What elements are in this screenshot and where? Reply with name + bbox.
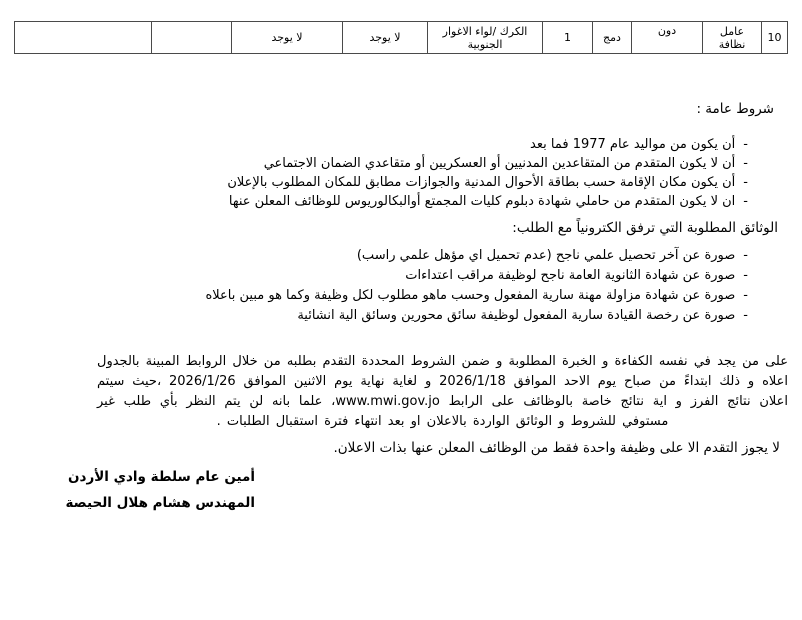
empty-cell-2	[15, 22, 152, 54]
list-item-text: أن يكون مكان الإقامة حسب بطاقة الأحوال المدنية والجوازات مطابق للمكان المطلوب بالإعلان	[227, 175, 736, 190]
list-item	[14, 173, 748, 192]
requirement-cell-1: لا يوجد	[343, 22, 428, 54]
general-conditions-heading: شروط عامة :	[696, 101, 774, 117]
table-row	[15, 22, 788, 54]
list-item-text: ان لا يكون المتقدم من حاملي شهادة دبلوم كليات المجمتع أوالبكالوريوس للوظائف المعلن عنها	[228, 194, 736, 209]
competition-type-cell: دمج	[593, 22, 632, 54]
list-item	[14, 192, 748, 211]
dash-marker: -	[743, 156, 748, 171]
list-item	[14, 306, 748, 326]
dash-marker: -	[743, 268, 748, 283]
requirement-cell-2: لا يوجد	[232, 22, 343, 54]
application-instructions-paragraph: على من يجد في نفسه الكفاءة و الخبرة المطلوبة و ضمن الشروط المحددة التقدم بطلبه من خلال الروابط المبينة بالجدول اعلاه و ذلك ابتداءً من صباح يوم الاحد الموافق 2026/1/18 و لغاية نهاية يوم الاثنين الموافق 2026/1/26 ،حيث سيتم اعلان نتائج الفرز و اية نتائج خاصة بالوظائف على الرابط www.mwi.gov.jo، علما بانه لن يتم النظر بأي طلب غير مستوفي للشروط و الوثائق الواردة بالاعلان او بعد انتهاء فترة استقبال الطلبات .	[97, 354, 789, 429]
list-item-text: صورة عن رخصة القيادة سارية المفعول لوظيفة سائق محورين وسائق الية انشائية	[297, 308, 736, 323]
signature-title: أمين عام سلطة وادي الأردن	[68, 469, 255, 485]
document-page	[0, 21, 802, 620]
dash-marker: -	[743, 288, 748, 303]
empty-cell-1	[152, 22, 232, 54]
vacancies-count-cell: 1	[543, 22, 593, 54]
dash-marker: -	[743, 308, 748, 323]
qualification-cell: دون	[632, 22, 703, 54]
list-item	[14, 246, 748, 266]
general-conditions-list	[14, 135, 788, 211]
signature-name: المهندس هشام هلال الحيصة	[65, 495, 255, 511]
dash-marker: -	[743, 248, 748, 263]
list-item-text: صورة عن آخر تحصيل علمي ناجح (عدم تحميل اي مؤهل علمي راسب)	[356, 248, 736, 263]
single-application-note: لا يجوز التقدم الا على وظيفة واحدة فقط من الوظائف المعلن عنها بذات الاعلان.	[333, 440, 780, 456]
dash-marker: -	[743, 137, 748, 152]
list-item	[14, 266, 748, 286]
dash-marker: -	[743, 175, 748, 190]
list-item-text: صورة عن شهادة مزاولة مهنة سارية المفعول وحسب ماهو مطلوب لكل وظيفة وكما هو مبين باعلاه	[205, 288, 736, 303]
job-title-cell: عامل نظافة	[703, 22, 762, 54]
list-item-text: أن لا يكون المتقدم من المتقاعدين المدنيين أو العسكريين أو متقاعدي الضمان الاجتماعي	[263, 156, 736, 171]
required-documents-list	[14, 246, 788, 326]
signature-block	[14, 464, 255, 516]
dash-marker: -	[743, 194, 748, 209]
document-body	[0, 100, 802, 516]
job-number-cell: 10	[762, 22, 788, 54]
jobs-table	[14, 21, 788, 54]
list-item	[14, 154, 748, 173]
required-documents-heading: الوثائق المطلوبة التي ترفق الكترونياً مع الطلب:	[512, 220, 778, 236]
list-item-text: أن يكون من مواليد عام 1977 فما بعد	[530, 137, 736, 152]
list-item	[14, 286, 748, 306]
list-item	[14, 135, 748, 154]
location-cell: الكرك /لواء الاغوار الجنوبية	[428, 22, 543, 54]
list-item-text: صورة عن شهادة الثانوية العامة ناجح لوظيفة مراقب اعتداءات	[405, 268, 736, 283]
